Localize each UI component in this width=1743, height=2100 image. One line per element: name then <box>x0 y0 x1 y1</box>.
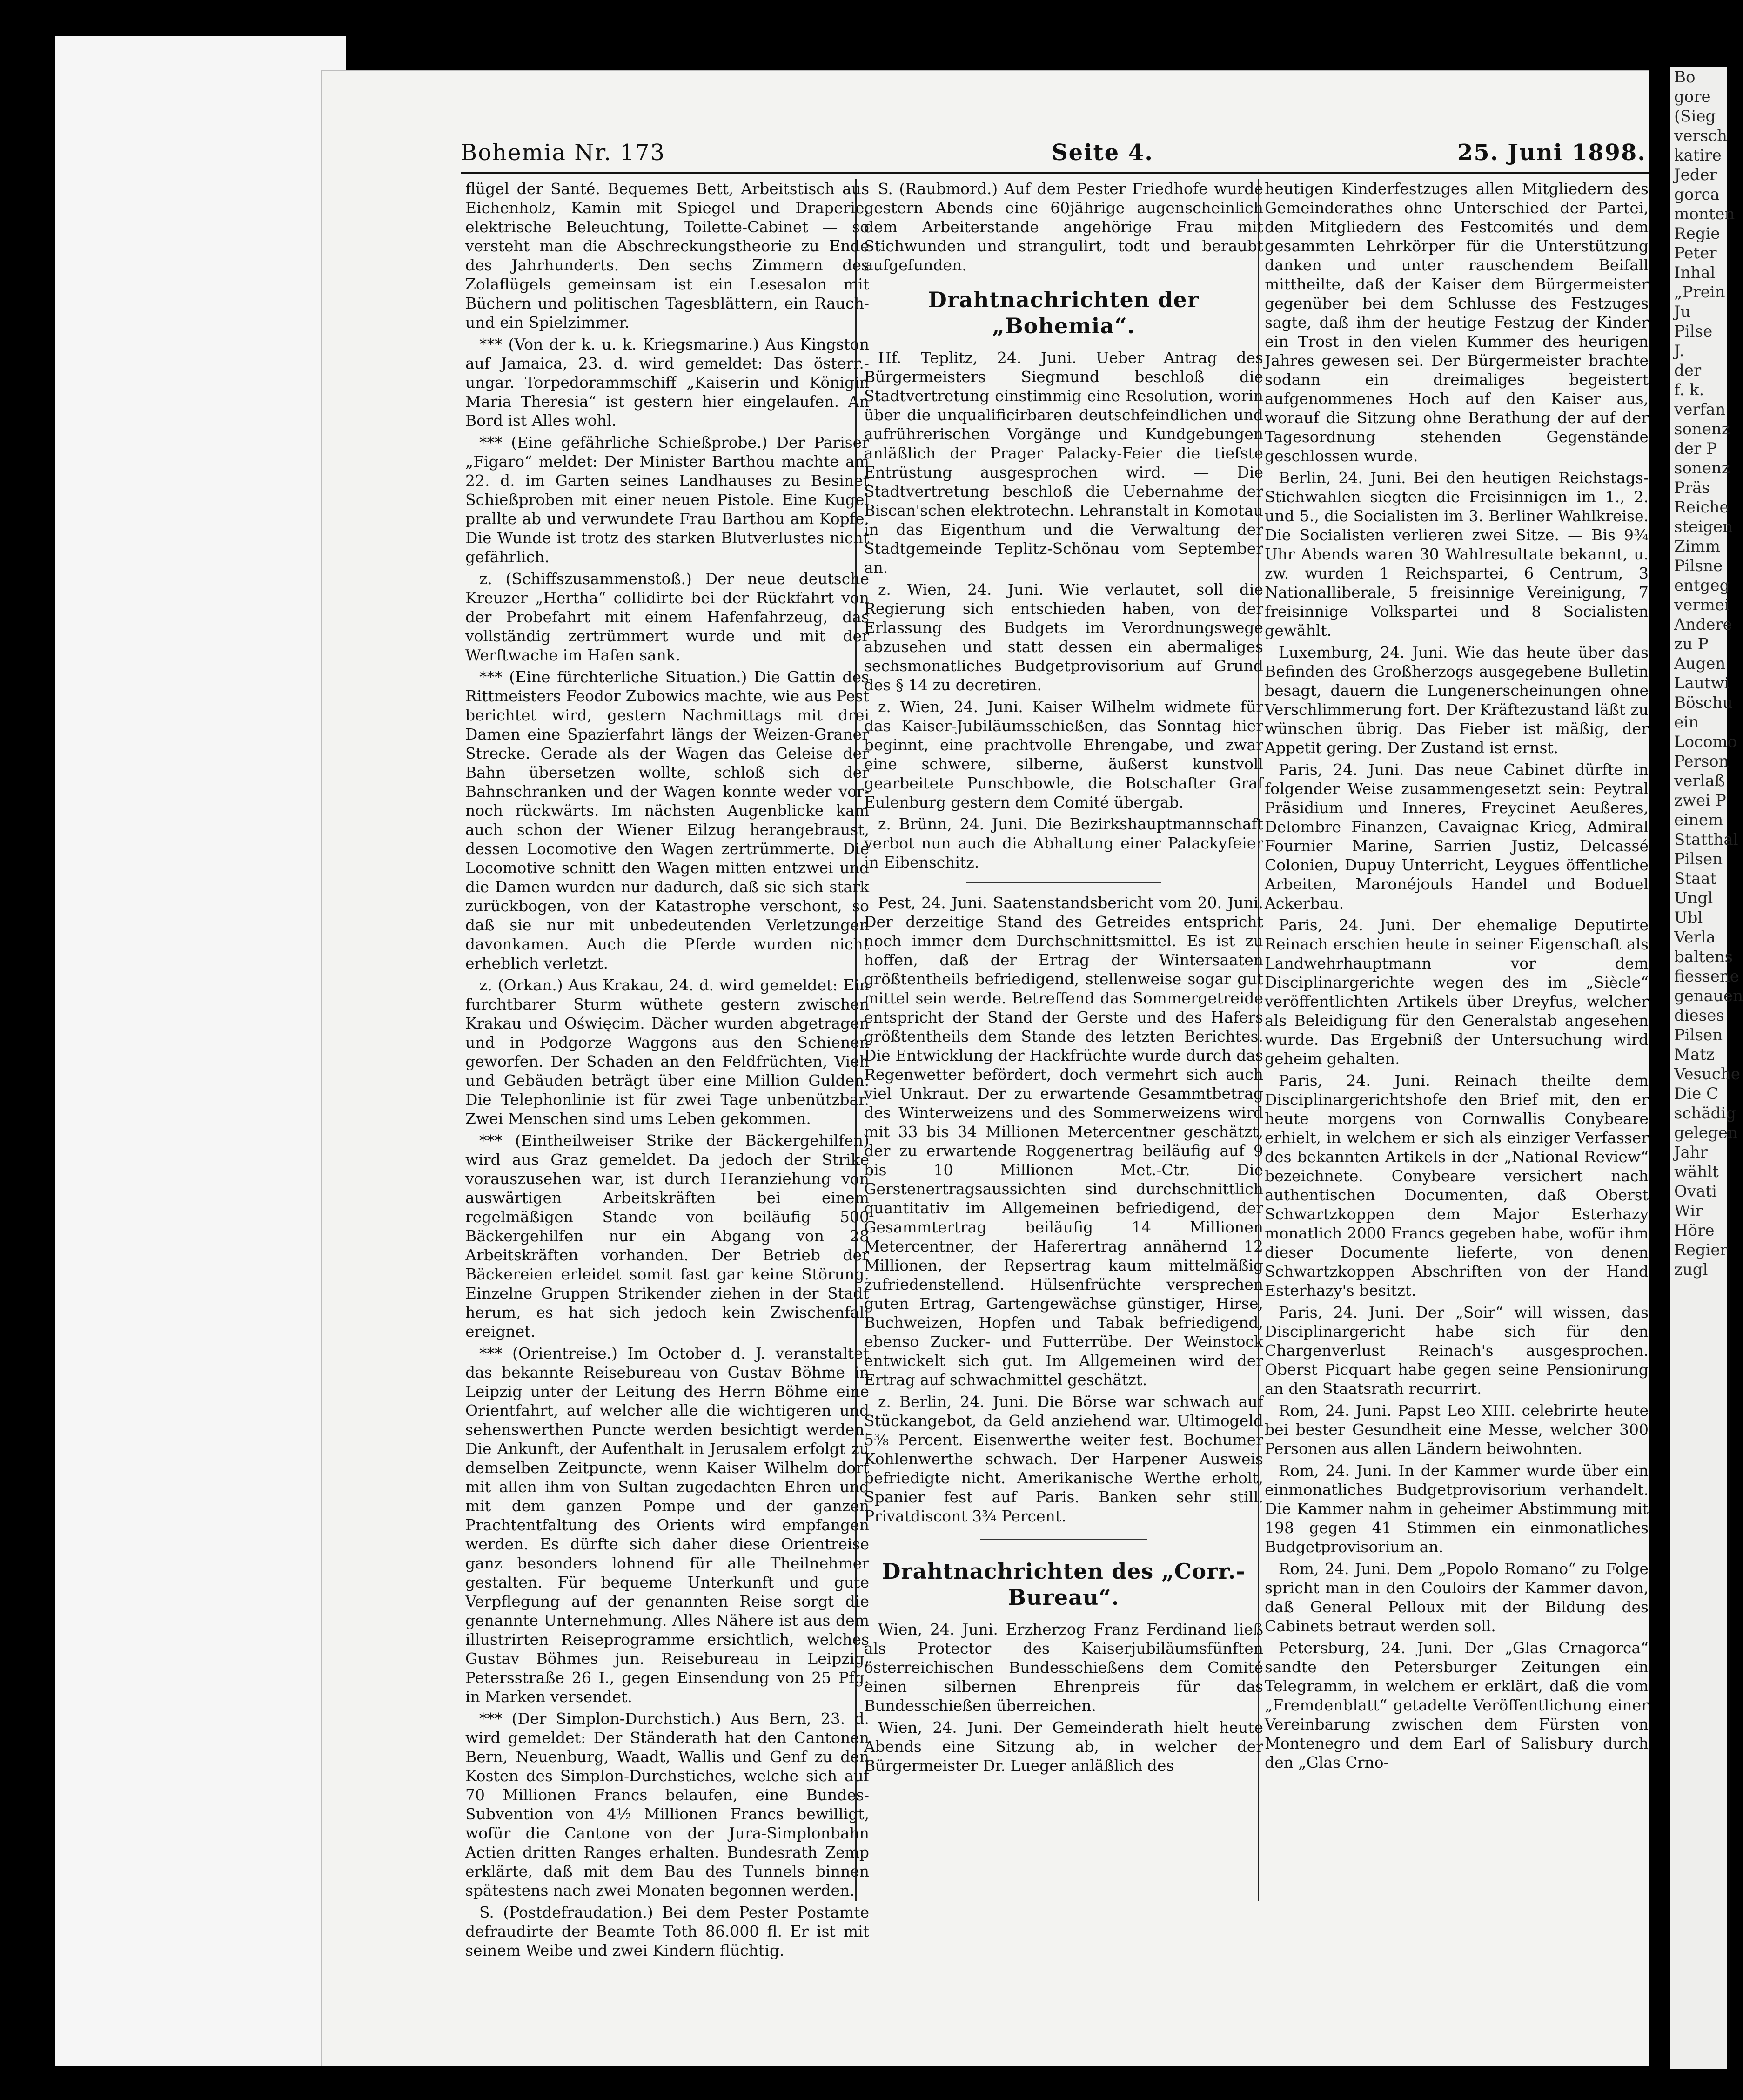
article-paragraph: S. (Postdefraudation.) Bei dem Pester Postamte defraudirte der Beamte Toth 86.000 fl. Er ist mit seinem Weibe und zwei Kindern flüchtig. <box>465 1903 869 1959</box>
article-paragraph: Wien, 24. Juni. Erzherzog Franz Ferdinand ließ als Protector des Kaiserjubiläumsfünften österreichischen Bundesschießens dem Comité einen silbernen Ehrenpreis für das Bundesschießen überreichen. <box>864 1620 1263 1715</box>
article-paragraph: Wien, 24. Juni. Der Gemeinderath hielt heute Abends eine Sitzung ab, in welcher der Bürgermeister Dr. Lueger anläßlich des <box>864 1718 1263 1775</box>
next-page-fragment: Inhal <box>1674 263 1716 282</box>
article-paragraph: z. Brünn, 24. Juni. Die Bezirkshauptmannschaft verbot nun auch die Abhaltung einer Palackyfeier in Eibenschitz. <box>864 815 1263 871</box>
article-paragraph: Rom, 24. Juni. In der Kammer wurde über ein einmonatliches Budgetprovisorium verhandelt. Die Kammer nahm in geheimer Abstimmung mit 198 gegen 41 Stimmen ein einmonatliches Budgetprovisorium an. <box>1265 1461 1649 1556</box>
header-rule <box>461 172 1649 174</box>
next-page-fragment: Matz <box>1674 1045 1715 1064</box>
next-page-fragment: verfan <box>1674 400 1726 419</box>
article-paragraph: Paris, 24. Juni. Reinach theilte dem Disciplinargerichtshofe den Brief mit, den er heute morgens von Cornwallis Conybeare erhielt, in welchem er sich als einziger Verfasser des bekannten Artikels in der „National Review“ bezeichnete. Conybeare versichert nach authentischen Documenten, daß Oberst Schwartzkoppen dem Major Esterhazy monatlich 2000 Francs gegeben habe, wofür ihm dieser Documente lieferte, von denen Schwartzkoppen Abschriften von der Hand Esterhazy's besitzt. <box>1265 1071 1649 1299</box>
next-page-fragment: zugl <box>1674 1260 1708 1279</box>
column-2 <box>864 179 1263 1911</box>
next-page-fragment: vermei <box>1674 596 1730 614</box>
article-paragraph: heutigen Kinderfestzuges allen Mitgliedern des Gemeinderathes ohne Unterschied der Partei, den Mitgliedern des Festcomités und dem gesammten Lehrkörper für die Unterstützung danken und unter rauschendem Beifall mittheilte, daß der Kaiser dem Bürgermeister gegenüber bei dem Schlusse des Festzuges sagte, daß ihm der heutige Festzug der Kinder ein Trost in den vielen Kummer des heurigen Jahres gewesen sei. Der Bürgermeister brachte sodann ein dreimaliges begeistert aufgenommenes Hoch auf den Kaiser aus, worauf die Sitzung ohne Berathung der auf der Tagesordnung stehenden Gegenstände geschlossen wurde. <box>1265 180 1649 465</box>
article-paragraph: Petersburg, 24. Juni. Der „Glas Crnagorca“ sandte den Petersburger Zeitungen ein Telegramm, in welchem er erklärt, daß die vom „Fremdenblatt“ getadelte Veröffentlichung einer Vereinbarung zwischen dem Fürsten von Montenegro und dem Earl of Salisbury durch den „Glas Crno- <box>1265 1639 1649 1771</box>
article-paragraph: Hf. Teplitz, 24. Juni. Ueber Antrag des Bürgermeisters Siegmund beschloß die Stadtvertretung einstimmig eine Resolution, worin über die unqualificirbaren deutschfeindlichen und aufrührerischen Vorgänge und Kundgebungen anläßlich der Prager Palacky-Feier die tiefste Entrüstung ausgesprochen wird. — Die Stadtvertretung beschloß die Uebernahme der Biscan'schen elektrotechn. Lehranstalt in Komotau in das Eigenthum und die Verwaltung der Stadtgemeinde Teplitz-Schönau vom September an. <box>864 349 1263 577</box>
column-3 <box>1265 179 1649 1911</box>
next-page-fragment: Höre <box>1674 1221 1715 1240</box>
next-page-fragment: einem <box>1674 811 1723 829</box>
next-page-fragment: Pilse <box>1674 322 1713 341</box>
next-page-fragment: sonenz <box>1674 420 1730 438</box>
next-page-fragment: dieses <box>1674 1006 1724 1025</box>
next-page-fragment: Peter <box>1674 244 1717 262</box>
article-paragraph: Rom, 24. Juni. Papst Leo XIII. celebrirte heute bei bester Gesundheit eine Messe, welcher 300 Personen aus allen Ländern beiwohnten. <box>1265 1401 1649 1458</box>
next-page-fragment: gore <box>1674 88 1711 106</box>
article-paragraph: Pest, 24. Juni. Saatenstandsbericht vom 20. Juni. Der derzeitige Stand des Getreides entspricht noch immer dem Durchschnittsmittel. Es ist zu hoffen, daß der Ertrag der Wintersaaten größtentheils befriedigend, stellenweise sogar gut mittel sein werde. Betreffend das Sommergetreide entspricht der Stand der Gerste und des Hafers größtentheils dem Stande des letzten Berichtes. Die Entwicklung der Hackfrüchte wurde durch das Regenwetter befördert, doch vermehrt sich auch viel Unkraut. Der zu erwartende Gesammtbetrag des Winterweizens und des Sommerweizens wird mit 33 bis 34 Millionen Metercentner geschätzt, der zu erwartende Roggenertrag beiläufig auf 9 bis 10 Millionen Met.-Ctr. Die Gerstenertragsaussichten sind durchschnittlich quantitativ im Allgemeinen befriedigend, der Gesammtertrag beiläufig 14 Millionen Metercentner, der Haferertrag annähernd 12 Millionen, der Repsertrag kaum mittelmäßig zufriedenstellend. Hülsenfrüchte versprechen guten Ertrag, Gartengewächse günstiger, Hirse, Buchweizen, Hopfen und Tabak befriedigend, ebenso Zucker- und Futterrübe. Der Weinstock entwickelt sich gut. Im Allgemeinen wird der Ertrag auf schwachmittel geschätzt. <box>864 894 1263 1389</box>
next-page-fragment: Die C <box>1674 1084 1719 1103</box>
previous-page-blank <box>55 36 346 2066</box>
next-page-fragment: Zimm <box>1674 537 1720 556</box>
next-page-fragment: f. k. <box>1674 381 1704 399</box>
header-page-number: Seite 4. <box>1052 140 1153 166</box>
next-page-fragment: verlaß <box>1674 772 1725 790</box>
article-paragraph: z. (Schiffszusammenstoß.) Der neue deutsche Kreuzer „Hertha“ collidirte bei der Rückfahrt von der Probefahrt mit einem Hafenfahrzeug, das vollständig zertrümmert wurde und mit der Werftwache im Hafen sank. <box>465 570 869 664</box>
next-page-fragment: Statthal <box>1674 830 1738 849</box>
next-page-fragment: steigen <box>1674 518 1733 536</box>
next-page-fragment: „Prein <box>1674 283 1725 302</box>
next-page-fragment: J. <box>1674 342 1684 360</box>
next-page-fragment: ein <box>1674 713 1699 732</box>
next-page-fragment: Person <box>1674 752 1729 771</box>
column-1 <box>465 179 869 1959</box>
next-page-fragment: Jahr <box>1674 1143 1708 1162</box>
next-page-fragment: Staat <box>1674 869 1717 888</box>
next-page-fragment: Regie <box>1674 224 1720 243</box>
next-page-fragment: Präs <box>1674 478 1710 497</box>
article-paragraph: *** (Eintheilweiser Strike der Bäckergehilfen) wird aus Graz gemeldet. Da jedoch der Strike vorauszusehen war, ist durch Heranziehung von auswärtigen Arbeitskräften bei einem regelmäßigen Stande von beiläufig 500 Bäckergehilfen nur ein Abgang von 28 Arbeitskräften vorhanden. Der Betrieb der Bäckereien erleidet somit fast gar keine Störung. Einzelne Gruppen Strikender ziehen in der Stadt herum, es hat sich jedoch kein Zwischenfall ereignet. <box>465 1131 869 1340</box>
next-page-fragment: Pilsen <box>1674 1026 1723 1044</box>
next-page-fragment: entgeg <box>1674 576 1730 595</box>
next-page-fragment: Pilsne <box>1674 557 1723 575</box>
next-page-fragment: Lautwi <box>1674 674 1730 693</box>
next-page-fragment: gorca <box>1674 185 1720 204</box>
article-paragraph: Rom, 24. Juni. Dem „Popolo Romano“ zu Folge spricht man in den Couloirs der Kammer davon, daß General Pelloux mit der Bildung des Cabinets betraut werden soll. <box>1265 1560 1649 1635</box>
next-page-fragment: Pilsen <box>1674 850 1723 868</box>
next-page-fragment: genauen <box>1674 987 1743 1005</box>
next-page-fragment: gelegen <box>1674 1124 1738 1142</box>
next-page-fragment: Locomo <box>1674 733 1737 751</box>
next-page-fragment: Ju <box>1674 303 1691 321</box>
next-page-fragment: der <box>1674 361 1702 380</box>
section-divider <box>966 882 1161 883</box>
next-page-fragment: schädig <box>1674 1104 1736 1123</box>
article-paragraph: z. (Orkan.) Aus Krakau, 24. d. wird gemeldet: Ein furchtbarer Sturm wüthete gestern zwischen Krakau und Oświęcim. Dächer wurden abgetragen und in Podgorze Waggons aus den Schienen geworfen. Der Schaden an den Feldfrüchten, Vieh und Gebäuden beträgt über eine Million Gulden. Die Telephonlinie ist für zwei Tage unbenützbar. Zwei Menschen sind ums Leben gekommen. <box>465 976 869 1128</box>
article-paragraph: Paris, 24. Juni. Der „Soir“ will wissen, das Disciplinargericht habe sich für den Chargenverlust Reinach's ausgesprochen. Oberst Picquart habe gegen seine Pensionirung an den Staatsrath recurrirt. <box>1265 1303 1649 1398</box>
next-page-fragment: Ungl <box>1674 889 1713 908</box>
article-raubmord: S. (Raubmord.) Auf dem Pester Friedhofe wurde gestern Abends eine 60jährige augenscheinlich dem Arbeiterstande angehörige Frau mit Stichwunden und strangulirt, todt und beraubt aufgefunden. <box>864 180 1263 274</box>
article-paragraph: *** (Eine fürchterliche Situation.) Die Gattin des Rittmeisters Feodor Zubowics machte, wie aus Pest berichtet wird, gestern Nachmittags mit drei Damen eine Spazierfahrt längs der Weizen-Graner Strecke. Gerade als der Wagen das Geleise der Bahn übersetzen wollte, schloß sich der Bahnschranken und der Wagen konnte weder vor- noch rückwärts. Im nächsten Augenblicke kam auch schon der Wiener Eilzug herangebraust, dessen Locomotive den Wagen zertrümmerte. Die Locomotive schnitt den Wagen mitten entzwei und die Damen wurden nur dadurch, daß sie sich stark zurückbogen, von der Katastrophe verschont, so daß sie nur mit unbedeutenden Verletzungen davonkamen. Auch die Pferde wurden nicht erheblich verletzt. <box>465 668 869 972</box>
article-paragraph: flügel der Santé. Bequemes Bett, Arbeitstisch aus Eichenholz, Kamin mit Spiegel und Draperie, elektrische Beleuchtung, Toilette-Cabinet — so versteht man die Abschreckungstheorie zu Ende des Jahrhunderts. Den sechs Zimmern des Zolaflügels gemeinsam ist ein Lesesalon mit Büchern und politischen Tagesblättern, ein Rauch- und ein Spielzimmer. <box>465 180 869 331</box>
article-paragraph: Luxemburg, 24. Juni. Wie das heute über das Befinden des Großherzogs ausgegebene Bulletin besagt, dauern die Lungenerscheinungen ohne Verschlimmerung fort. Der Kräftezustand läßt zu wünschen übrig. Das Fieber ist mäßig, der Appetit gering. Der Zustand ist ernst. <box>1265 643 1649 757</box>
next-page-fragment: wählt <box>1674 1163 1719 1181</box>
section-title-corr-bureau: Drahtnachrichten des „Corr.-Bureau“. <box>882 1559 1246 1610</box>
next-page-fragment: monten <box>1674 205 1735 223</box>
header-date: 25. Juni 1898. <box>1457 140 1646 166</box>
page-header <box>461 140 1652 172</box>
section-title-bohemia: Drahtnachrichten der „Bohemia“. <box>928 287 1200 338</box>
next-page-fragment: Jeder <box>1674 166 1717 184</box>
next-page-fragment: Verla <box>1674 928 1716 947</box>
article-paragraph: *** (Orientreise.) Im October d. J. veranstaltet das bekannte Reisebureau von Gustav Böhme in Leipzig unter der Leitung des Herrn Böhme eine Orientfahrt, auf welcher alle die wichtigeren und sehenswerthen Puncte werden besichtigt werden. Die Ankunft, der Aufenthalt in Jerusalem erfolgt zu demselben Zeitpuncte, wenn Kaiser Wilhelm dort mit allen ihm von Sultan zugedachten Ehren und mit dem ganzen Pompe und der ganzen Prachtentfaltung des Orients wird empfangen werden. Es dürfte sich daher diese Orientreise ganz besonders lohnend für alle Theilnehmer gestalten. Für bequeme Unterkunft und gute Verpflegung auf der genannten Reise sorgt die genannte Unternehmung. Alles Nähere ist aus dem illustrirten Reiseprogramme ersichtlich, welches Gustav Böhmes jun. Reisebureau in Leipzig, Petersstraße 26 I., gegen Einsendung von 25 Pfg. in Marken versendet. <box>465 1344 869 1706</box>
next-page-fragment: zwei P <box>1674 791 1726 810</box>
article-paragraph: *** (Eine gefährliche Schießprobe.) Der Pariser „Figaro“ meldet: Der Minister Barthou machte am 22. d. im Garten seines Landhauses zu Besinet Schießproben mit einer neuen Pistole. Eine Kugel prallte ab und verwundete Frau Barthou am Kopfe. Die Wunde ist trotz des starken Blutverlustes nicht gefährlich. <box>465 433 869 566</box>
next-page-fragment: Regier <box>1674 1241 1728 1259</box>
next-page-fragment: der P <box>1674 439 1717 458</box>
article-paragraph: *** (Von der k. u. k. Kriegsmarine.) Aus Kingston auf Jamaica, 23. d. wird gemeldet: Das österr.-ungar. Torpedorammschiff „Kaiserin und Königin Maria Theresia“ ist gestern hier eingelaufen. An Bord ist Alles wohl. <box>465 335 869 430</box>
article-paragraph: z. Berlin, 24. Juni. Die Börse war schwach auf Stückangebot, da Geld anziehend war. Ultimogeld 5⅜ Percent. Eisenwerthe weiter fest. Bochumer Kohlenwerthe schwach. Der Harpener Ausweis befriedigte nicht. Amerikanische Werthe erholt, Spanier fest auf Paris. Banken sehr still. Privatdiscont 3¾ Percent. <box>864 1393 1263 1525</box>
next-page-fragment: (Sieg <box>1674 107 1716 126</box>
article-paragraph: Paris, 24. Juni. Der ehemalige Deputirte Reinach erschien heute in seiner Eigenschaft als Landwehrhauptmann vor dem Disciplinargerichte wegen des im „Siècle“ veröffentlichten Artikels über Dreyfus, welcher als Beleidigung für den Generalstab angesehen wurde. Das Ergebniß der Untersuchung wird geheim gehalten. <box>1265 916 1649 1068</box>
next-page-fragment: sonenz <box>1674 459 1730 478</box>
wavy-divider <box>980 1538 1147 1546</box>
article-paragraph: Paris, 24. Juni. Das neue Cabinet dürfte in folgender Weise zusammengesetzt sein: Peytral Präsidium und Inneres, Freycinet Aeußeres, Delombre Finanzen, Cavaignac Krieg, Admiral Fournier Marine, Sarrien Justiz, Delcassé Colonien, Dupuy Unterricht, Leygues öffentliche Arbeiten, Maronéjouls Handel und Boduel Ackerbau. <box>1265 761 1649 912</box>
next-page-fragment: Bo <box>1674 68 1696 87</box>
next-page-fragment: versch <box>1674 127 1727 145</box>
next-page-edge <box>1670 67 1743 2069</box>
next-page-fragment: Ovati <box>1674 1182 1717 1201</box>
article-paragraph: *** (Der Simplon-Durchstich.) Aus Bern, 23. d. wird gemeldet: Der Ständerath hat den Cantonen Bern, Neuenburg, Waadt, Wallis und Genf zu den Kosten des Simplon-Durchstiches, welche sich auf 70 Millionen Francs belaufen, eine Bundes-Subvention von 4½ Millionen Francs bewilligt, wofür die Cantone von der Jura-Simplonbahn Actien dritten Ranges erhalten. Bundesrath Zemp erklärte, daß mit dem Bau des Tunnels binnen spätestens nach zwei Monaten begonnen werden. <box>465 1710 869 1899</box>
article-paragraph: z. Wien, 24. Juni. Kaiser Wilhelm widmete für das Kaiser-Jubiläumsschießen, das Sonntag hier beginnt, eine prachtvolle Ehrengabe, und zwar eine schwere, silberne, äußerst kunstvoll gearbeitete Punschbowle, die Botschafter Graf Eulenburg gestern dem Comité übergab. <box>864 698 1263 811</box>
next-page-fragment: Augen <box>1674 654 1726 673</box>
next-page-fragment: katire <box>1674 146 1722 165</box>
article-paragraph: z. Wien, 24. Juni. Wie verlautet, soll die Regierung sich entschieden haben, von der Erlassung des Budgets im Verordnungswege abzusehen und statt dessen ein abermaliges sechsmonatliches Budgetprovisorium auf Grund des § 14 zu decretiren. <box>864 580 1263 694</box>
next-page-fragment: Böschu <box>1674 693 1733 712</box>
next-page-fragment: Vesuche <box>1674 1065 1740 1084</box>
next-page-fragment: Andere <box>1674 615 1732 634</box>
next-page-fragment: baltens <box>1674 948 1733 966</box>
next-page-fragment: Wir <box>1674 1202 1703 1220</box>
next-page-fragment: zu P <box>1674 635 1709 653</box>
article-paragraph: Berlin, 24. Juni. Bei den heutigen Reichstags-Stichwahlen siegten die Freisinnigen im 1., 2. und 5., die Socialisten im 3. Berliner Wahlkreise. Die Socialisten verlieren zwei Sitze. — Bis 9¾ Uhr Abends waren 30 Wahlresultate bekannt, u. zw. wurden 1 Reichspartei, 6 Centrum, 3 Nationalliberale, 5 freisinnige Vereinigung, 7 freisinnige Volkspartei und 8 Socialisten gewählt. <box>1265 469 1649 639</box>
next-page-fragment: Reiche <box>1674 498 1729 517</box>
header-title: Bohemia Nr. 173 <box>461 140 666 166</box>
next-page-fragment: fiessene <box>1674 967 1739 986</box>
next-page-fragment: Ubl <box>1674 909 1703 927</box>
